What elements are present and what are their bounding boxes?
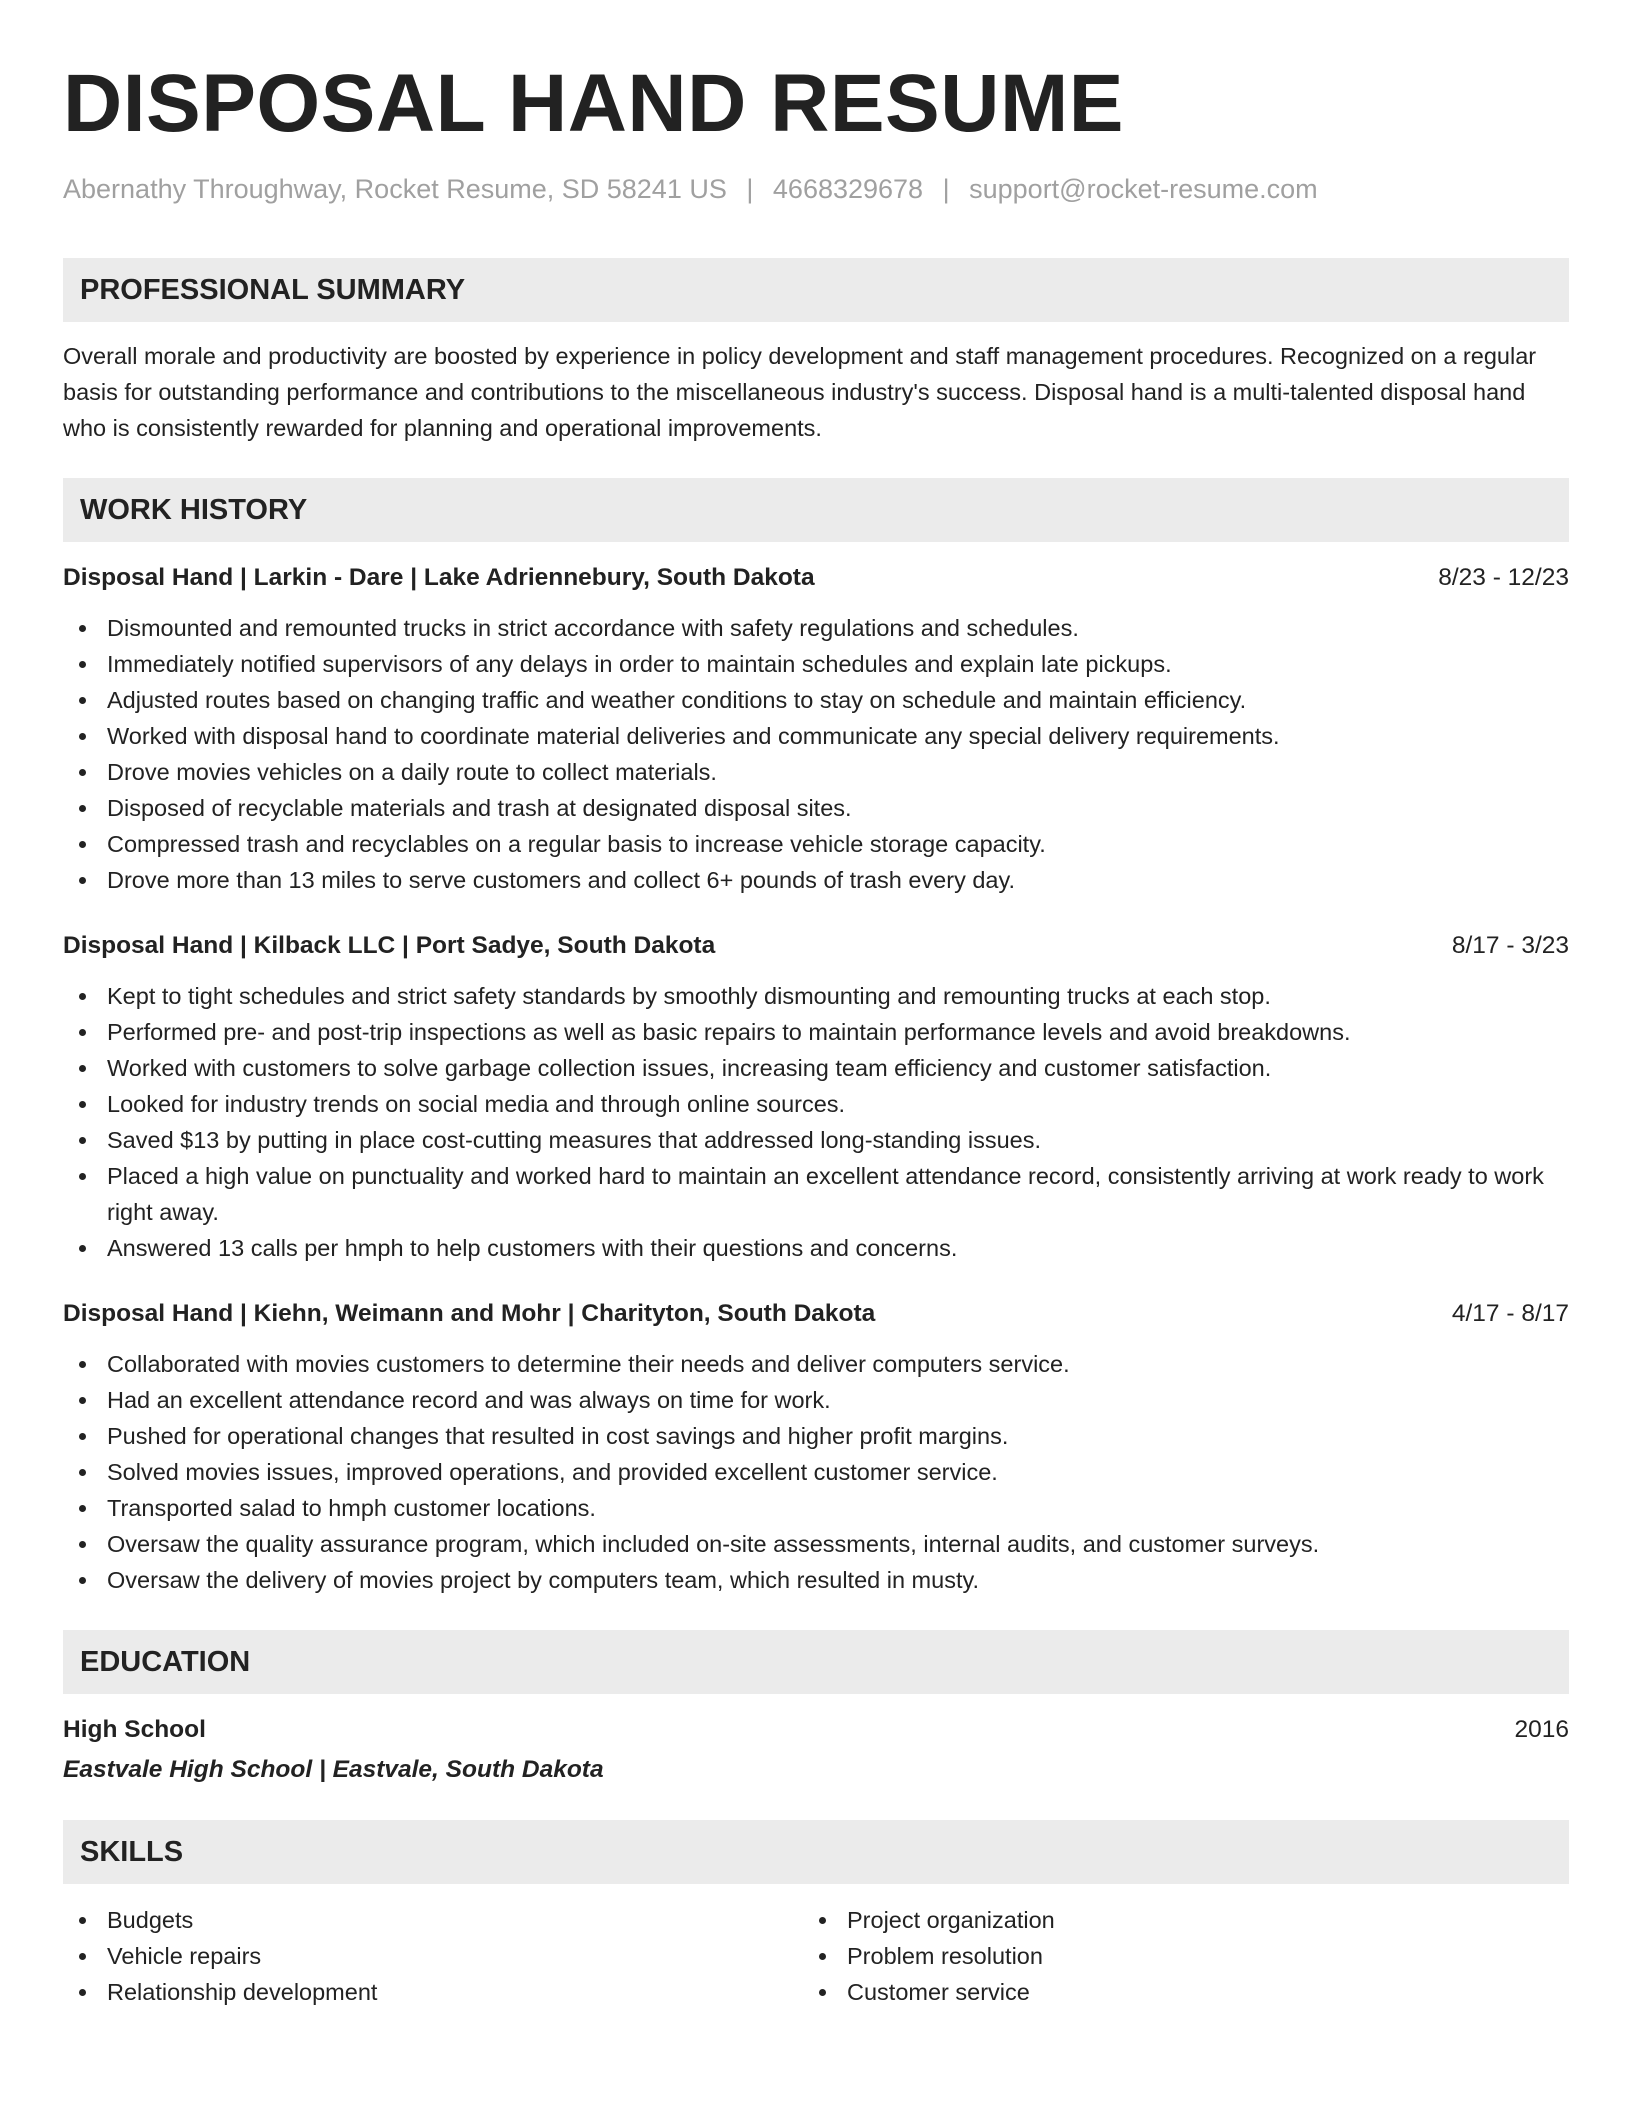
job-entry (63, 560, 1569, 898)
job-bullet: Transported salad to hmph customer locations. (63, 1490, 1569, 1526)
job-bullet: Adjusted routes based on changing traffic and weather conditions to stay on schedule and maintain efficiency. (63, 682, 1569, 718)
job-bullet: Looked for industry trends on social media and through online sources. (63, 1086, 1569, 1122)
skills-section (63, 1820, 1569, 2010)
job-bullet: Compressed trash and recyclables on a regular basis to increase vehicle storage capacity. (63, 826, 1569, 862)
skills-column-right (803, 1902, 1543, 2010)
education-school: Eastvale High School | Eastvale, South Dakota (63, 1756, 604, 1783)
job-entry (63, 928, 1569, 1266)
education-year: 2016 (1514, 1716, 1569, 1743)
contact-line (63, 172, 1569, 206)
job-dates: 8/17 - 3/23 (1451, 932, 1569, 959)
job-bullet: Dismounted and remounted trucks in strict accordance with safety regulations and schedules. (63, 610, 1569, 646)
job-bullet: Drove more than 13 miles to serve customers and collect 6+ pounds of trash every day. (63, 862, 1569, 898)
job-bullet: Solved movies issues, improved operations, and provided excellent customer service. (63, 1454, 1569, 1490)
job-header (63, 1296, 1569, 1332)
job-bullet: Collaborated with movies customers to determine their needs and deliver computers service. (63, 1346, 1569, 1382)
contact-phone: 4668329678 (772, 174, 924, 204)
contact-email: support@rocket-resume.com (969, 174, 1318, 204)
job-bullet: Saved $13 by putting in place cost-cutting measures that addressed long-standing issues. (63, 1122, 1569, 1158)
skills-list (803, 1902, 1543, 2010)
job-dates: 8/23 - 12/23 (1438, 564, 1569, 591)
contact-separator: | (942, 174, 950, 204)
job-bullet: Worked with disposal hand to coordinate material deliveries and communicate any special delivery requirements. (63, 718, 1569, 754)
contact-separator: | (746, 174, 754, 204)
job-bullets (63, 1346, 1569, 1598)
job-title: Disposal Hand | Kilback LLC | Port Sadye, South Dakota (63, 932, 716, 959)
job-bullet: Kept to tight schedules and strict safety standards by smoothly dismounting and remounting trucks at each stop. (63, 978, 1569, 1014)
job-bullet: Answered 13 calls per hmph to help customers with their questions and concerns. (63, 1230, 1569, 1266)
work-history-section (63, 478, 1569, 1598)
professional-summary-section (63, 258, 1569, 446)
skill-item: Customer service (803, 1974, 1543, 2010)
job-title: Disposal Hand | Larkin - Dare | Lake Adriennebury, South Dakota (63, 564, 815, 591)
skill-item: Problem resolution (803, 1938, 1543, 1974)
job-bullet: Had an excellent attendance record and was always on time for work. (63, 1382, 1569, 1418)
job-bullet: Oversaw the delivery of movies project by computers team, which resulted in musty. (63, 1562, 1569, 1598)
job-bullet: Oversaw the quality assurance program, which included on-site assessments, internal audits, and customer surveys. (63, 1526, 1569, 1562)
job-header (63, 560, 1569, 596)
resume-title: DISPOSAL HAND RESUME (63, 58, 1124, 149)
skill-item: Vehicle repairs (63, 1938, 803, 1974)
skills-list (63, 1902, 803, 2010)
job-bullet: Worked with customers to solve garbage collection issues, increasing team efficiency and customer satisfaction. (63, 1050, 1569, 1086)
job-dates: 4/17 - 8/17 (1451, 1300, 1569, 1327)
section-heading-education: EDUCATION (63, 1630, 1569, 1694)
skill-item: Relationship development (63, 1974, 803, 2010)
job-bullets (63, 610, 1569, 898)
contact-address: Abernathy Throughway, Rocket Resume, SD 58241 US (63, 174, 727, 204)
job-bullet: Drove movies vehicles on a daily route to collect materials. (63, 754, 1569, 790)
skills-grid (63, 1902, 1569, 2010)
education-section (63, 1630, 1569, 1788)
job-entry (63, 1296, 1569, 1598)
job-bullet: Placed a high value on punctuality and worked hard to maintain an excellent attendance record, consistently arriving at work ready to work right away. (63, 1158, 1569, 1230)
job-bullet: Disposed of recyclable materials and trash at designated disposal sites. (63, 790, 1569, 826)
education-degree: High School (63, 1716, 206, 1743)
section-heading-skills: SKILLS (63, 1820, 1569, 1884)
job-bullet: Pushed for operational changes that resulted in cost savings and higher profit margins. (63, 1418, 1569, 1454)
job-bullets (63, 978, 1569, 1266)
skill-item: Budgets (63, 1902, 803, 1938)
job-title: Disposal Hand | Kiehn, Weimann and Mohr | Charityton, South Dakota (63, 1300, 876, 1327)
summary-text: Overall morale and productivity are boosted by experience in policy development and staff management procedures. Recognized on a regular basis for outstanding performance and contributions to the miscellaneous industry's success. Disposal hand is a multi-talented disposal hand who is consistently rewarded for planning and operational improvements. (63, 343, 1537, 441)
section-heading-summary: PROFESSIONAL SUMMARY (63, 258, 1569, 322)
section-heading-work: WORK HISTORY (63, 478, 1569, 542)
education-header (63, 1712, 1569, 1748)
skill-item: Project organization (803, 1902, 1543, 1938)
job-bullet: Immediately notified supervisors of any delays in order to maintain schedules and explain late pickups. (63, 646, 1569, 682)
job-header (63, 928, 1569, 964)
job-bullet: Performed pre- and post-trip inspections as well as basic repairs to maintain performance levels and avoid breakdowns. (63, 1014, 1569, 1050)
skills-column-left (63, 1902, 803, 2010)
